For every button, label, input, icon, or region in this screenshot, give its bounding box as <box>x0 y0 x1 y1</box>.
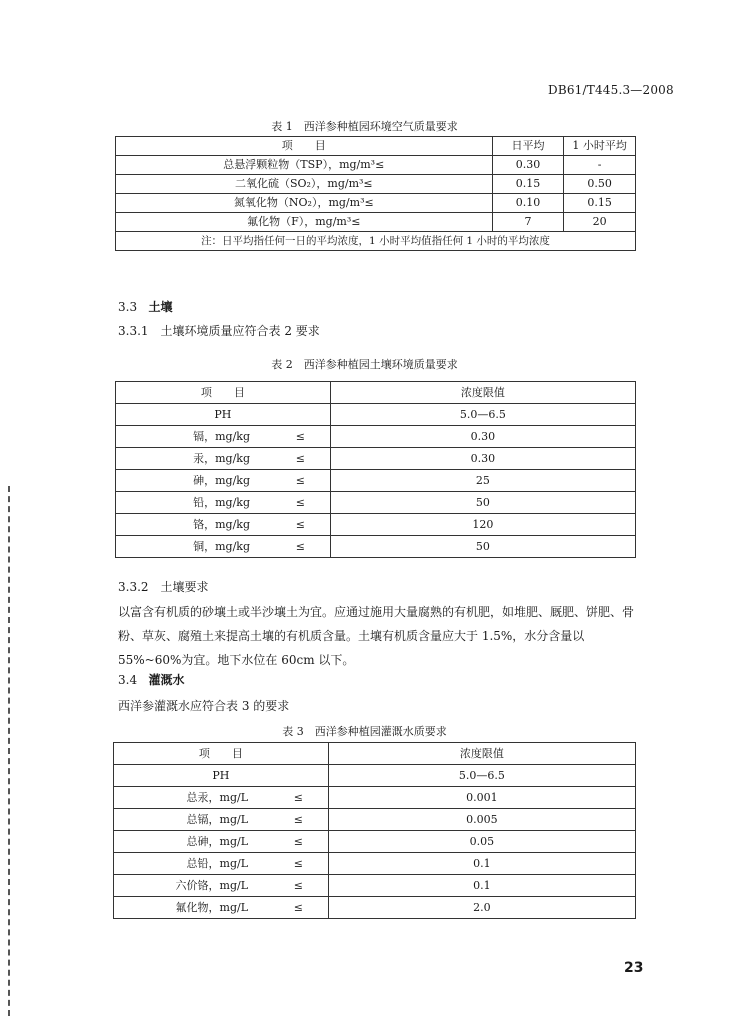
table-note: 注：日平均指任何一日的平均浓度，1 小时平均值指任何 1 小时的平均浓度 <box>116 232 636 251</box>
row-daily: 7 <box>492 213 564 232</box>
row-operator: ≤ <box>293 901 303 914</box>
table-row <box>116 448 636 470</box>
row-label: 砷，mg/kg <box>193 474 250 487</box>
table-row <box>114 875 636 897</box>
row-label: 二氧化硫（SO₂），mg/m³≤ <box>116 175 493 194</box>
row-label: 总汞，mg/L <box>186 791 248 804</box>
row-value: 0.05 <box>328 831 635 853</box>
row-label: 总悬浮颗粒物（TSP），mg/m³≤ <box>116 156 493 175</box>
section-3-4-text: 西洋参灌溉水应符合表 3 的要求 <box>118 699 290 713</box>
row-value: 0.1 <box>328 875 635 897</box>
row-label: 氟化物，mg/L <box>175 901 248 914</box>
row-operator: ≤ <box>293 813 303 826</box>
row-value: 0.005 <box>328 809 635 831</box>
table-row <box>116 536 636 558</box>
section-number: 3.3 <box>118 300 138 314</box>
row-value: 0.30 <box>330 448 635 470</box>
table-row <box>116 492 636 514</box>
table-row <box>116 514 636 536</box>
table-row <box>114 809 636 831</box>
row-label: 总铅，mg/L <box>186 857 248 870</box>
row-label: 镉，mg/kg <box>193 430 250 443</box>
table-row <box>114 831 636 853</box>
row-daily: 0.10 <box>492 194 564 213</box>
row-operator: ≤ <box>295 518 305 531</box>
table-row <box>116 194 636 213</box>
row-daily: 0.30 <box>492 156 564 175</box>
table-row <box>116 175 636 194</box>
row-value: 0.30 <box>330 426 635 448</box>
soil-quality-table <box>115 381 636 558</box>
row-value: 0.1 <box>328 853 635 875</box>
header-hourly-avg: 1 小时平均 <box>564 137 636 156</box>
irrigation-water-table <box>113 742 636 919</box>
table-header-row <box>116 382 636 404</box>
table-row <box>116 404 636 426</box>
table-row <box>116 426 636 448</box>
section-3-4-heading <box>118 671 185 688</box>
row-value: 50 <box>330 536 635 558</box>
row-daily: 0.15 <box>492 175 564 194</box>
row-label: 铬，mg/kg <box>193 518 250 531</box>
table-row <box>116 156 636 175</box>
header-daily-avg: 日平均 <box>492 137 564 156</box>
header-item: 项 目 <box>116 382 331 404</box>
row-label: 汞，mg/kg <box>193 452 250 465</box>
row-operator: ≤ <box>293 791 303 804</box>
row-operator: ≤ <box>293 857 303 870</box>
row-value: 50 <box>330 492 635 514</box>
row-label: 铅，mg/kg <box>193 496 250 509</box>
table-row <box>116 470 636 492</box>
row-value: 25 <box>330 470 635 492</box>
row-label: 总镉，mg/L <box>186 813 248 826</box>
table1-caption: 表 1 西洋参种植园环境空气质量要求 <box>271 120 458 133</box>
page-number: 23 <box>624 960 644 976</box>
header-item: 项 目 <box>116 137 493 156</box>
table-header-row <box>116 137 636 156</box>
section-3-3-1: 3.3.1 土壤环境质量应符合表 2 要求 <box>118 324 320 338</box>
section-number: 3.4 <box>118 673 138 687</box>
row-hourly: 0.50 <box>564 175 636 194</box>
document-code: DB61/T445.3—2008 <box>548 83 674 97</box>
soil-requirements-paragraph: 以富含有机质的砂壤土或半沙壤土为宜。应通过施用大量腐熟的有机肥，如堆肥、厩肥、饼肥、骨粉、草灰、腐殖土来提高土壤的有机质含量。土壤有机质含量应大于 1.5%，水分含量以 55%~60%为宜。地下水位在 60cm 以下。 <box>118 605 635 667</box>
row-label: 铜，mg/kg <box>193 540 250 553</box>
section-3-3-2-heading: 3.3.2 土壤要求 <box>118 580 209 594</box>
row-value: 5.0—6.5 <box>328 765 635 787</box>
table-row <box>114 853 636 875</box>
row-label: 氟化物（F），mg/m³≤ <box>116 213 493 232</box>
row-label: PH <box>114 765 329 787</box>
row-value: 2.0 <box>328 897 635 919</box>
row-label: 六价铬，mg/L <box>175 879 248 892</box>
table-header-row <box>114 743 636 765</box>
row-operator: ≤ <box>295 430 305 443</box>
section-title: 土壤 <box>148 300 173 314</box>
row-value: 5.0—6.5 <box>330 404 635 426</box>
row-operator: ≤ <box>295 474 305 487</box>
header-limit: 浓度限值 <box>330 382 635 404</box>
section-3-3-heading <box>118 298 173 315</box>
row-hourly: 20 <box>564 213 636 232</box>
header-limit: 浓度限值 <box>328 743 635 765</box>
row-operator: ≤ <box>293 879 303 892</box>
header-item: 项 目 <box>114 743 329 765</box>
table2-caption: 表 2 西洋参种植园土壤环境质量要求 <box>271 358 458 371</box>
table-row <box>116 213 636 232</box>
table3-caption: 表 3 西洋参种植园灌溉水质要求 <box>282 725 447 738</box>
row-operator: ≤ <box>293 835 303 848</box>
row-operator: ≤ <box>295 540 305 553</box>
table-note-row <box>116 232 636 251</box>
row-value: 120 <box>330 514 635 536</box>
row-operator: ≤ <box>295 496 305 509</box>
row-hourly: - <box>564 156 636 175</box>
row-label: 总砷，mg/L <box>186 835 248 848</box>
table-row <box>114 787 636 809</box>
air-quality-table <box>115 136 636 251</box>
row-label: 氮氧化物（NO₂），mg/m³≤ <box>116 194 493 213</box>
row-operator: ≤ <box>295 452 305 465</box>
row-value: 0.001 <box>328 787 635 809</box>
binding-margin-line <box>8 486 10 1016</box>
section-title: 灌溉水 <box>148 673 185 687</box>
row-label: PH <box>116 404 331 426</box>
table-row <box>114 897 636 919</box>
row-hourly: 0.15 <box>564 194 636 213</box>
table-row <box>114 765 636 787</box>
